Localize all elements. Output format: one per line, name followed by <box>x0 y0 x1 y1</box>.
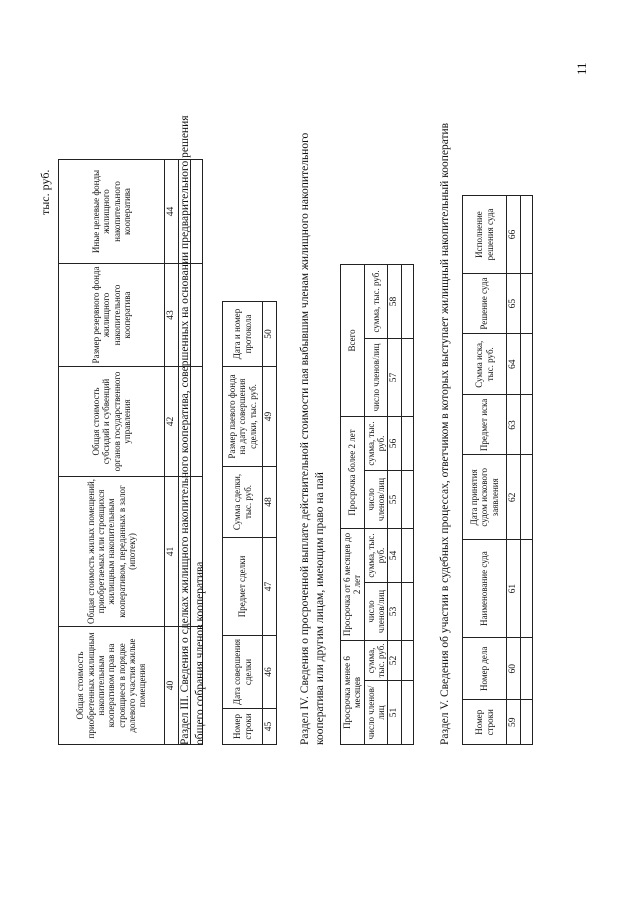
column-number: 58 <box>388 264 402 338</box>
empty-cell <box>521 540 533 638</box>
header-cell: Размер паевого фонда на дату совершения сделки, тыс. руб. <box>223 367 263 467</box>
empty-cell <box>521 274 533 334</box>
empty-cell <box>521 638 533 700</box>
column-number: 60 <box>507 638 521 700</box>
empty-cell <box>402 264 414 338</box>
column-number: 48 <box>263 467 277 538</box>
empty-cell <box>521 700 533 745</box>
column-number: 61 <box>507 540 521 638</box>
column-number: 49 <box>263 367 277 467</box>
group-header: Всего <box>341 264 365 416</box>
header-cell: Общая стоимость субсидий и субвенций органов государственного управления <box>59 367 165 477</box>
subheader-count: число членов/лиц <box>364 338 388 416</box>
column-number: 57 <box>388 338 402 416</box>
column-number: 40 <box>165 627 179 745</box>
empty-cell <box>521 455 533 540</box>
column-number: 51 <box>388 681 402 745</box>
header-cell: Решение суда <box>463 274 507 334</box>
column-number: 46 <box>263 636 277 709</box>
column-number: 54 <box>388 528 402 582</box>
column-number: 62 <box>507 455 521 540</box>
empty-cell <box>402 640 414 680</box>
column-number: 65 <box>507 274 521 334</box>
column-number: 52 <box>388 640 402 680</box>
header-cell: Общая стоимость жилых помещений, приобретаемых или строящихся жилищным накопительным кооперативом, переданных в залог (ипотеку) <box>59 477 165 627</box>
header-cell: Наименование суда <box>463 540 507 638</box>
table-section5 <box>462 195 533 745</box>
subheader-sum: сумма, тыс. руб. <box>364 264 388 338</box>
header-cell: Дата совершения сделки <box>223 636 263 709</box>
empty-cell <box>521 334 533 395</box>
column-number: 63 <box>507 395 521 455</box>
table-section4 <box>340 264 414 745</box>
column-number: 50 <box>263 302 277 367</box>
page-number: 11 <box>574 62 589 75</box>
header-cell: Общая стоимость приобретенных жилищным накопительным кооперативом прав на строящиеся в порядке долевого участия жилые помещения <box>59 627 165 745</box>
section5-title: Раздел V. Сведения об участии в судебных процессах, ответчиком в которых выступает жилищный накопительный кооператив <box>439 122 451 745</box>
unit-label: тыс. руб. <box>38 169 52 215</box>
empty-cell <box>402 470 414 528</box>
subheader-count: число членов/лиц <box>364 681 388 745</box>
column-number: 44 <box>165 160 179 264</box>
column-number: 53 <box>388 582 402 640</box>
header-cell: Иные целевые фонды жилищного накопительного кооператива <box>59 160 165 264</box>
column-number: 66 <box>507 196 521 274</box>
empty-cell <box>402 582 414 640</box>
header-cell: Предмет сделки <box>223 538 263 636</box>
header-cell: Исполнение решения суда <box>463 196 507 274</box>
group-header: Просрочка от 6 месяцев до 2 лет <box>341 528 365 640</box>
section4-title: Раздел IV. Сведения о просроченной выплате действительной стоимости пая выбывшим членам жилищного накопительного кооператива или другим лицам, имеющим право на пай <box>299 132 326 745</box>
header-cell: Предмет иска <box>463 395 507 455</box>
column-number: 55 <box>388 470 402 528</box>
table-section3 <box>222 301 277 745</box>
header-cell: Номер строки <box>463 700 507 745</box>
header-cell: Дата принятия судом искового заявления <box>463 455 507 540</box>
column-number: 42 <box>165 367 179 477</box>
empty-cell <box>402 338 414 416</box>
subheader-sum: сумма, тыс. руб. <box>364 640 388 680</box>
group-header: Просрочка более 2 лет <box>341 416 365 528</box>
column-number: 41 <box>165 477 179 627</box>
group-header: Просрочка менее 6 месяцев <box>341 640 365 744</box>
subheader-sum: сумма, тыс. руб. <box>364 528 388 582</box>
subheader-sum: сумма, тыс. руб. <box>364 416 388 470</box>
header-cell: Дата и номер протокола <box>223 302 263 367</box>
empty-cell <box>402 681 414 745</box>
column-number: 64 <box>507 334 521 395</box>
section3-title: Раздел III. Сведения о сделках жилищного накопительного кооператива, совершенных на основании предварительного решения общего собрания членов кооператива <box>179 115 206 745</box>
header-cell: Номер дела <box>463 638 507 700</box>
column-number: 47 <box>263 538 277 636</box>
empty-cell <box>521 196 533 274</box>
empty-cell <box>402 416 414 470</box>
empty-cell <box>521 395 533 455</box>
header-cell: Размер резервного фонда жилищного накопительного кооператива <box>59 264 165 367</box>
header-cell: Сумма иска, тыс. руб. <box>463 334 507 395</box>
empty-cell <box>402 528 414 582</box>
column-number: 45 <box>263 709 277 745</box>
column-number: 56 <box>388 416 402 470</box>
column-number: 43 <box>165 264 179 367</box>
column-number: 59 <box>507 700 521 745</box>
subheader-count: число членов/лиц <box>364 582 388 640</box>
header-cell: Сумма сделки, тыс. руб. <box>223 467 263 538</box>
header-cell: Номер строки <box>223 709 263 745</box>
subheader-count: число членов/лиц <box>364 470 388 528</box>
